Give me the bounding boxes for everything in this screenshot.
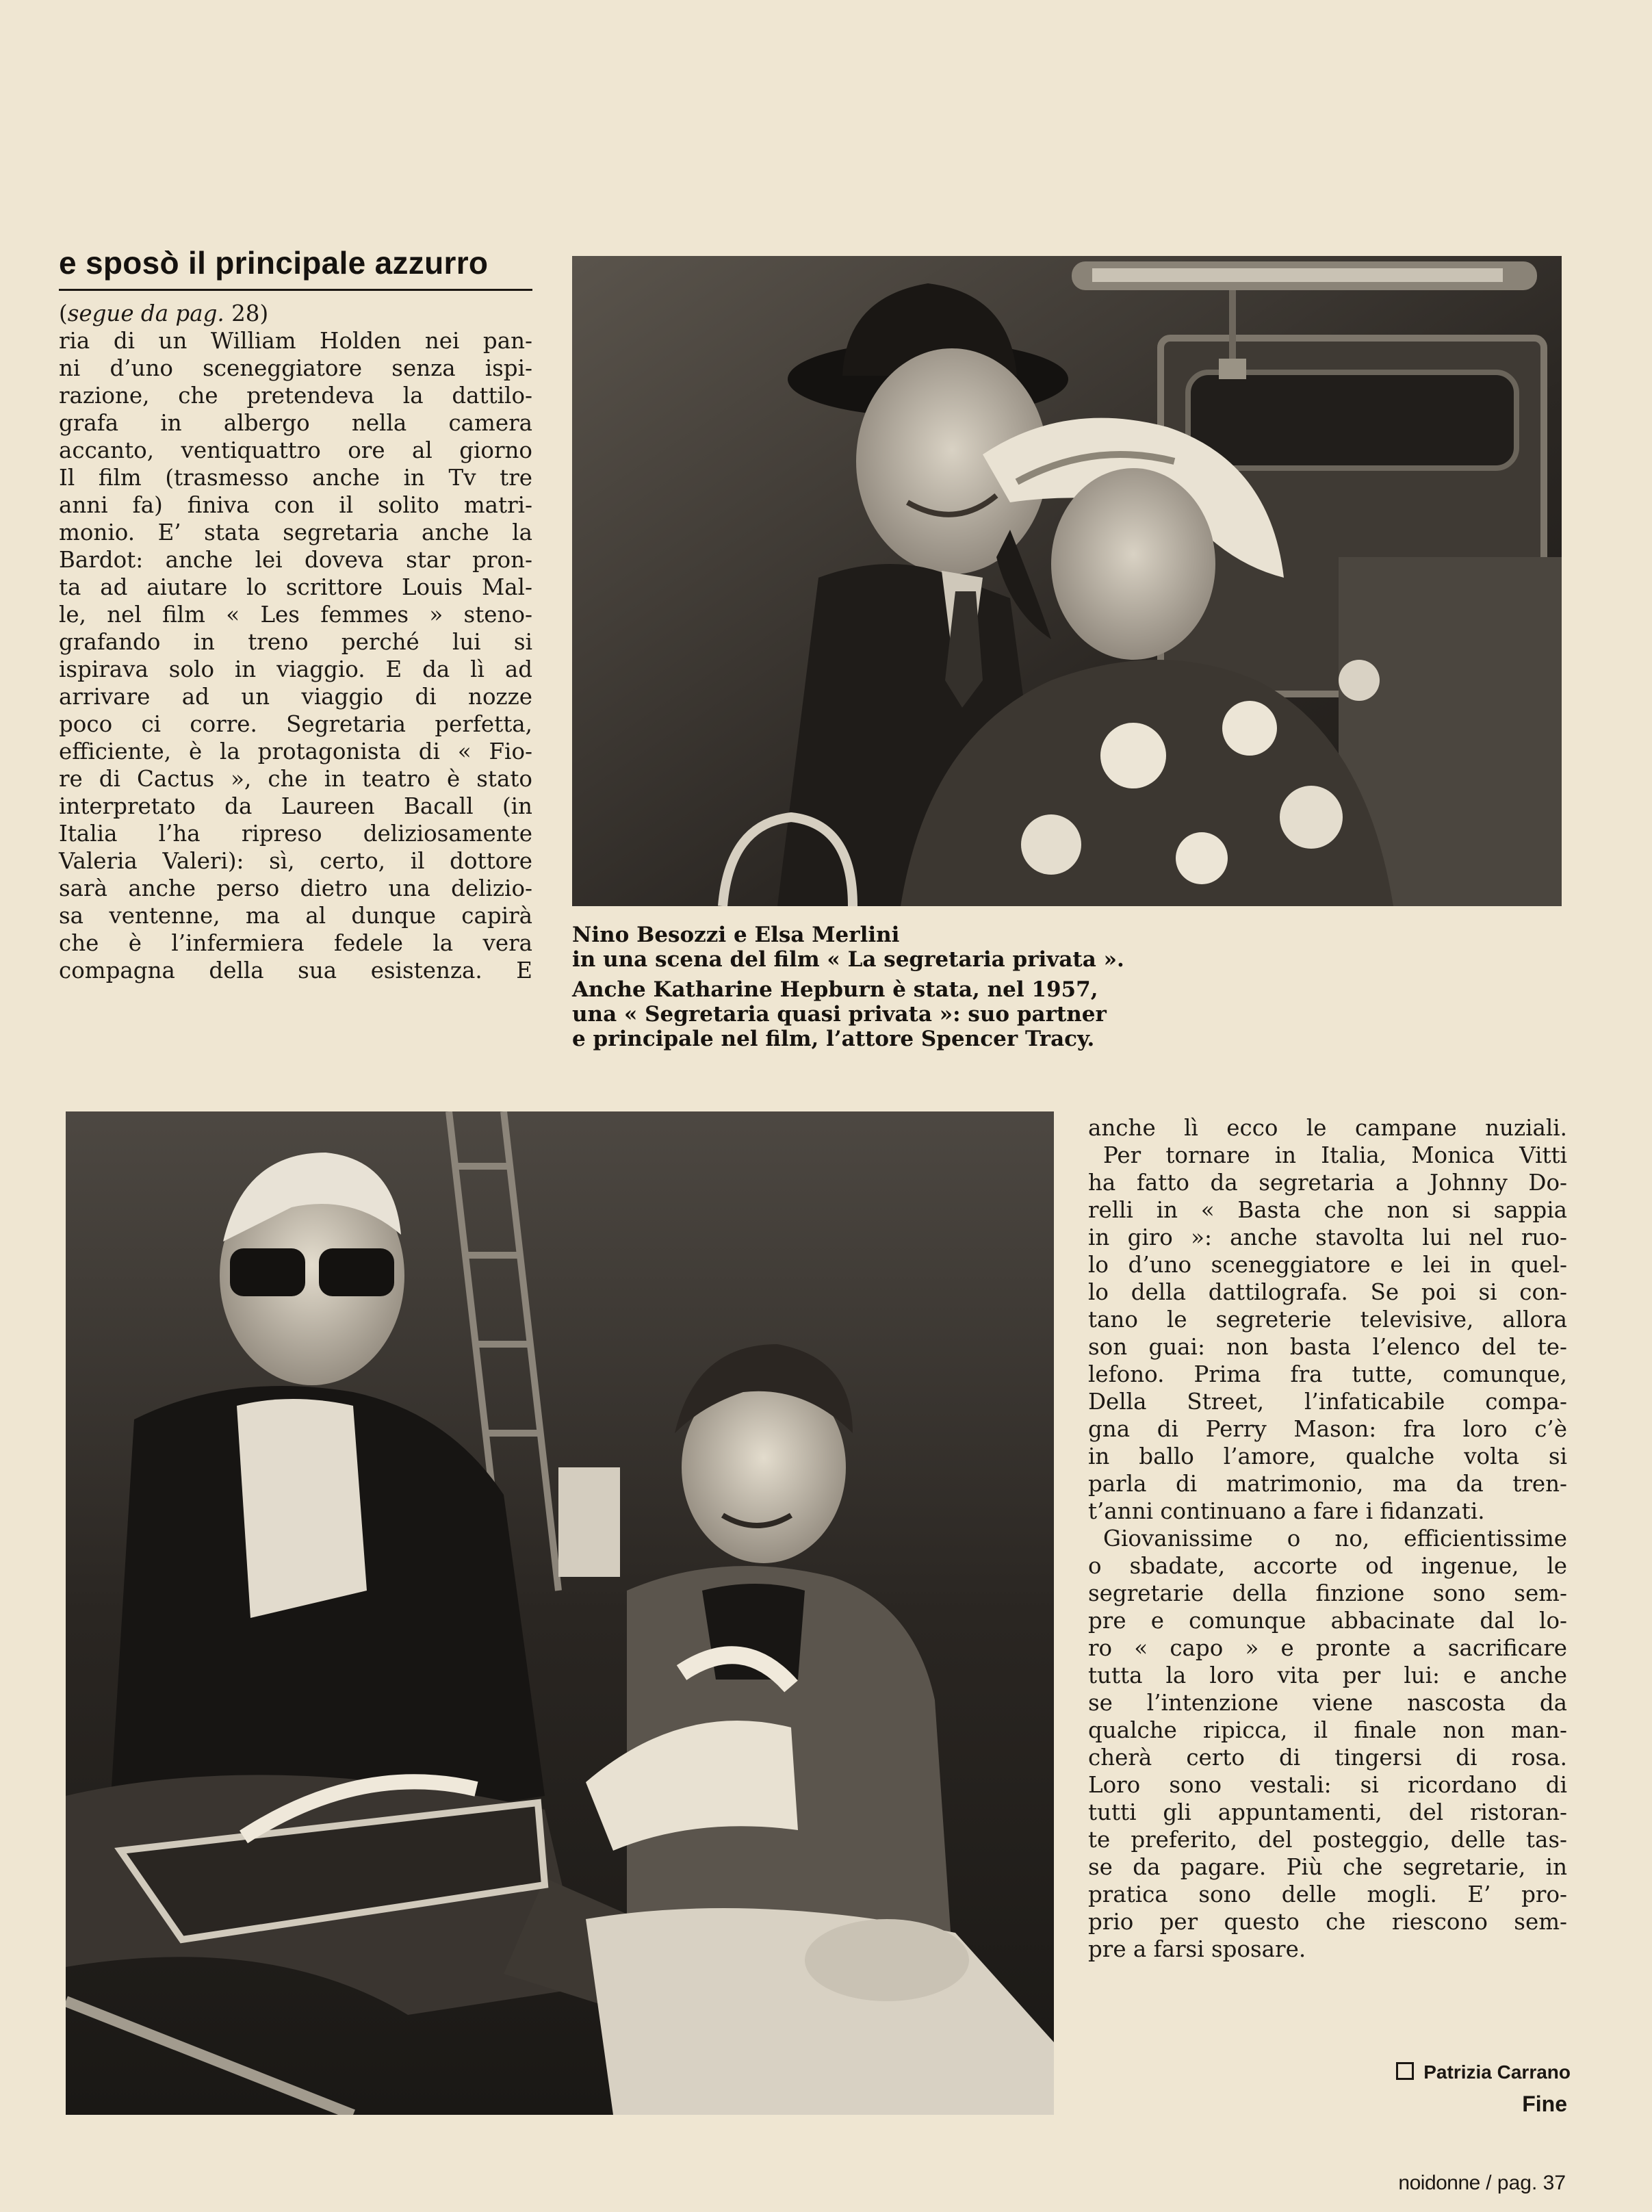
continued-from-label: segue da pag. xyxy=(67,300,224,326)
text-line: segretarie della finzione sono sem- xyxy=(1088,1580,1567,1606)
text-line: lo della dattilografa. Se poi si con- xyxy=(1088,1279,1567,1305)
article-headline: e sposò il principale azzurro xyxy=(59,245,489,281)
text-line: ispirava solo in viaggio. E da lì ad xyxy=(59,656,532,682)
text-line: pratica sono delle mogli. E’ pro- xyxy=(1088,1881,1567,1907)
text-line: accanto, ventiquattro ore al giorno xyxy=(59,437,532,463)
caption-line: in una scena del film « La segretaria privata ». xyxy=(572,947,1124,972)
article-column-1 xyxy=(59,300,532,984)
magazine-brand: noidonne xyxy=(1398,2172,1480,2194)
text-line: son guai: non basta l’elenco del te- xyxy=(1088,1334,1567,1360)
text-line: tutta la loro vita per lui: e anche xyxy=(1088,1662,1567,1688)
text-line: Bardot: anche lei doveva star pron- xyxy=(59,547,532,573)
text-line: anche lì ecco le campane nuziali. xyxy=(1088,1115,1567,1141)
continued-from-note: (segue da pag. 28) xyxy=(59,300,269,326)
caption-line: Nino Besozzi e Elsa Merlini xyxy=(572,923,900,947)
text-line: tano le segreterie televisive, allora xyxy=(1088,1307,1567,1333)
text-line: relli in « Basta che non si sappia xyxy=(1088,1197,1567,1223)
text-line: interpretato da Laureen Bacall (in xyxy=(59,793,532,819)
text-line: Il film (trasmesso anche in Tv tre xyxy=(59,465,532,491)
text-line: sa ventenne, ma al dunque capirà xyxy=(59,903,532,929)
text-line: monio. E’ stata segretaria anche la xyxy=(59,519,532,545)
text-line: pre a farsi sposare. xyxy=(1088,1936,1306,1962)
text-line: se l’intenzione viene nascosta da xyxy=(1088,1690,1567,1716)
text-line: compagna della sua esistenza. E xyxy=(59,957,532,983)
text-line: poco ci corre. Segretaria perfetta, xyxy=(59,711,532,737)
text-line: Per tornare in Italia, Monica Vitti xyxy=(1103,1142,1567,1168)
text-line: ro « capo » e pronte a sacrificare xyxy=(1088,1635,1567,1661)
text-line: t’anni continuano a fare i fidanzati. xyxy=(1088,1498,1485,1524)
text-line: tutti gli appuntamenti, del ristoran- xyxy=(1088,1799,1567,1825)
text-line: Giovanissime o no, efficientissime xyxy=(1103,1526,1567,1552)
text-line: in ballo l’amore, qualche volta si xyxy=(1088,1443,1567,1469)
photo-tracy-hepburn xyxy=(66,1111,1054,2115)
text-line: anni fa) finiva con il solito matri- xyxy=(59,492,532,518)
text-line: ta ad aiutare lo scrittore Louis Mal- xyxy=(59,574,532,600)
caption-line: e principale nel film, l’attore Spencer Tracy. xyxy=(572,1027,1095,1051)
text-line: sarà anche perso dietro una delizio- xyxy=(59,875,532,901)
text-line: in giro »: anche stavolta lui nel ruo- xyxy=(1088,1224,1567,1250)
author-signature xyxy=(1352,2060,1571,2085)
text-line: Valeria Valeri): sì, certo, il dottore xyxy=(59,848,532,874)
text-line: parla di matrimonio, ma da tren- xyxy=(1088,1471,1567,1497)
text-line: che è l’infermiera fedele la vera xyxy=(59,930,532,956)
text-line: re di Cactus », che in teatro è stato xyxy=(59,766,532,792)
text-line: arrivare ad un viaggio di nozze xyxy=(59,684,532,710)
square-bullet-icon xyxy=(1396,2062,1414,2080)
caption-paragraph-1 xyxy=(572,923,1562,972)
text-line: te preferito, del posteggio, delle tas- xyxy=(1088,1827,1567,1853)
text-line: prio per questo che riescono sem- xyxy=(1088,1909,1567,1935)
text-line: lefono. Prima fra tutte, comunque, xyxy=(1088,1361,1567,1387)
text-line: se da pagare. Più che segretarie, in xyxy=(1088,1854,1567,1880)
text-line: Della Street, l’infaticabile compa- xyxy=(1088,1389,1567,1415)
footer-separator: / xyxy=(1486,2172,1492,2194)
text-line: ha fatto da segretaria a Johnny Do- xyxy=(1088,1170,1567,1196)
end-mark: Fine xyxy=(1522,2092,1567,2116)
photo-caption xyxy=(572,923,1562,1057)
text-line: ria di un William Holden nei pan- xyxy=(59,328,532,354)
text-line: le, nel film « Les femmes » steno- xyxy=(59,602,532,628)
continued-from-page: 28 xyxy=(231,300,260,326)
photo-besozzi-merlini-image xyxy=(572,256,1562,906)
text-line: ni d’uno sceneggiatore senza ispi- xyxy=(59,355,532,381)
text-line: razione, che pretendeva la dattilo- xyxy=(59,383,532,409)
author-name: Patrizia Carrano xyxy=(1423,2061,1571,2083)
text-line: qualche ripicca, il finale non man- xyxy=(1088,1717,1567,1743)
photo-tracy-hepburn-image xyxy=(66,1111,1054,2115)
text-line: efficiente, è la protagonista di « Fio- xyxy=(59,738,532,764)
page-footer xyxy=(1398,2171,1566,2196)
article-column-2 xyxy=(1088,1114,1567,1963)
caption-line: Anche Katharine Hepburn è stata, nel 1957, xyxy=(572,977,1098,1002)
photo-besozzi-merlini xyxy=(572,256,1562,906)
headline-rule xyxy=(59,289,532,291)
text-line: o sbadate, accorte od ingenue, le xyxy=(1088,1553,1567,1579)
text-line: Italia l’ha ripreso deliziosamente xyxy=(59,821,532,847)
text-line: gna di Perry Mason: fra loro c’è xyxy=(1088,1416,1567,1442)
caption-paragraph-2 xyxy=(572,977,1562,1051)
text-line: lo d’uno sceneggiatore e lei in quel- xyxy=(1088,1252,1567,1278)
text-line: cherà certo di tingersi di rosa. xyxy=(1088,1745,1567,1771)
text-line: Loro sono vestali: si ricordano di xyxy=(1088,1772,1567,1798)
text-line: grafa in albergo nella camera xyxy=(59,410,532,436)
text-line: grafando in treno perché lui si xyxy=(59,629,532,655)
page-number: pag. 37 xyxy=(1497,2172,1566,2194)
text-line: pre e comunque abbacinate dal lo- xyxy=(1088,1608,1567,1634)
caption-line: una « Segretaria quasi privata »: suo partner xyxy=(572,1002,1107,1027)
